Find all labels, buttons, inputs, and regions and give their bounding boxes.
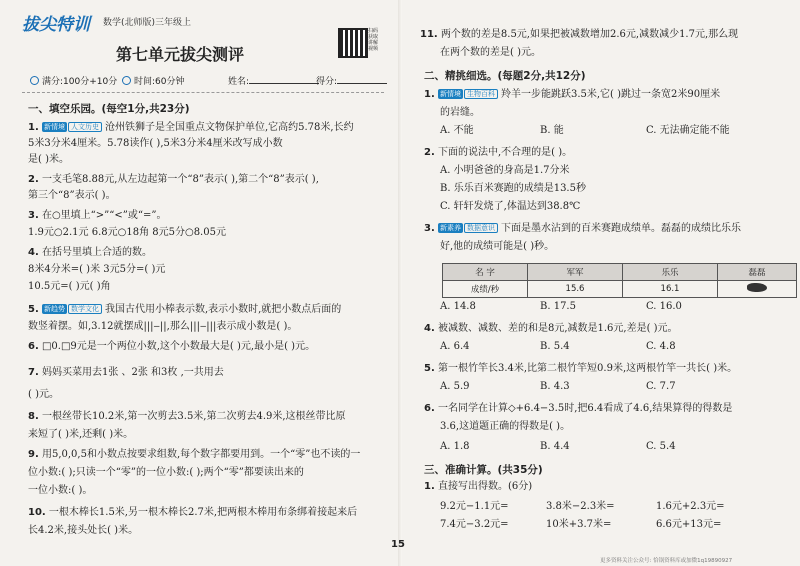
question-11: 11. 两个数的差是8.5元,如果把被减数增加2.6元,减数减少1.7元,那么现 bbox=[420, 29, 739, 40]
choice-1-option-a[interactable]: A. 不能 bbox=[440, 125, 474, 136]
choice-1: 1. 新情境 生物百科 羚羊一步能跳跃3.5米,它( )跳过一条宽2米90厘米 bbox=[424, 89, 721, 100]
question-11-line-2: 在两个数的差是( )元。 bbox=[440, 47, 541, 58]
calc-item: 10米+3.7米= bbox=[546, 519, 612, 530]
choice-2-option-c[interactable]: C. 轩轩发烧了,体温达到38.8℃ bbox=[440, 201, 581, 212]
calc-item: 7.4元−3.2元= bbox=[440, 519, 509, 530]
section-calculation: 三、准确计算。(共35分) bbox=[424, 464, 543, 476]
table-header: 磊磊 bbox=[718, 264, 797, 281]
choice-2-option-b[interactable]: B. 乐乐百米赛跑的成绩是13.5秒 bbox=[440, 183, 586, 194]
question-3-items: 1.9元○2.1元 6.8元○18角 8元5分○8.05元 bbox=[28, 227, 226, 238]
choice-2-option-a[interactable]: A. 小明爸爸的身高是1.7分米 bbox=[440, 165, 570, 176]
choice-1-option-c[interactable]: C. 无法确定能不能 bbox=[646, 125, 730, 136]
choice-6-option-b[interactable]: B. 4.4 bbox=[540, 441, 570, 452]
choice-4: 4. 被减数、减数、差的和是8元,减数是1.6元,差是( )元。 bbox=[424, 323, 678, 334]
question-6: 6. □0.□9元是一个两位小数,这个小数最大是( )元,最小是( )元。 bbox=[28, 341, 316, 352]
footer-note: 更多资料关注公众号: 恰锅资料库或加微1q19890927 bbox=[600, 558, 733, 564]
choice-3: 3. 新素养 数据意识 下面是墨水沾到的百米赛跑成绩单。磊磊的成绩比乐乐 bbox=[424, 223, 741, 234]
question-10-line-2: 长4.2米,接头处长( )米。 bbox=[28, 525, 139, 536]
table-header: 乐乐 bbox=[623, 264, 718, 281]
choice-3-option-b[interactable]: B. 17.5 bbox=[540, 301, 576, 312]
question-7-line-2: ( )元。 bbox=[28, 389, 59, 400]
brand-logo: 拔尖特训 bbox=[22, 15, 90, 35]
choice-2: 2. 下面的说法中,不合理的是( )。 bbox=[424, 147, 573, 158]
choice-1-line-2: 的岩缝。 bbox=[440, 107, 480, 118]
table-header: 名 字 bbox=[443, 264, 528, 281]
question-8-line-2: 来短了( )米,还剩( )米。 bbox=[28, 429, 134, 440]
qr-code-icon[interactable] bbox=[338, 28, 368, 58]
choice-3-option-c[interactable]: C. 16.0 bbox=[646, 301, 682, 312]
table-cell: 15.6 bbox=[528, 281, 623, 298]
question-4: 4. 在括号里填上合适的数。 bbox=[28, 247, 152, 258]
calc-item: 3.8米−2.3米= bbox=[546, 501, 615, 512]
choice-3-line-2: 好,他的成绩可能是( )秒。 bbox=[440, 241, 555, 252]
calc-item: 6.6元+13元= bbox=[656, 519, 722, 530]
choice-5: 5. 第一根竹竿长3.4米,比第二根竹竿短0.9米,这两根竹竿一共长( )米。 bbox=[424, 363, 738, 374]
calc-item: 9.2元−1.1元= bbox=[440, 501, 509, 512]
choice-1-option-b[interactable]: B. 能 bbox=[540, 125, 564, 136]
choice-5-option-b[interactable]: B. 4.3 bbox=[540, 381, 570, 392]
section-multiple-choice: 二、精挑细选。(每题2分,共12分) bbox=[424, 70, 586, 82]
bullet-icon bbox=[30, 76, 39, 85]
time-limit: 时间:60分钟 bbox=[122, 74, 185, 87]
page-number: 15 bbox=[391, 539, 405, 550]
question-5: 5. 新趋势 数学文化 我国古代用小棒表示数,表示小数时,就把小数点后面的 bbox=[28, 304, 342, 315]
question-4-line-2: 8米4分米=( )米 3元5分=( )元 bbox=[28, 264, 166, 275]
calc-item: 1.6元+2.3元= bbox=[656, 501, 725, 512]
section-fill-blanks: 一、填空乐园。(每空1分,共23分) bbox=[28, 103, 190, 115]
question-9: 9. 用5,0,0,5和小数点按要求组数,每个数字都要用到。一个“零”也不读的一 bbox=[28, 449, 361, 460]
question-3: 3. 在○里填上“>”“<”或“=”。 bbox=[28, 210, 167, 221]
choice-6-line-2: 3.6,这道题正确的得数是( )。 bbox=[440, 421, 571, 432]
choice-6: 6. 一名同学在计算◇+6.4−3.5时,把6.4看成了4.6,结果算得的得数是 bbox=[424, 403, 733, 414]
question-7: 7. 妈妈买菜用去1张 、2张 和3枚 ,一共用去 bbox=[28, 367, 224, 378]
score-field[interactable]: 得分: bbox=[316, 74, 387, 87]
question-1-line-2: 5米3分米4厘米。5.78读作( ),5米3分米4厘米改写成小数 bbox=[28, 138, 283, 149]
choice-3-option-a[interactable]: A. 14.8 bbox=[440, 301, 476, 312]
question-2: 2. 一支毛笔8.88元,从左边起第一个“8”表示( ),第二个“8”表示( ), bbox=[28, 174, 319, 185]
qr-label: 扫码获取讲解视频 bbox=[368, 28, 379, 52]
table-cell: 16.1 bbox=[623, 281, 718, 298]
choice-6-option-a[interactable]: A. 1.8 bbox=[440, 441, 470, 452]
choice-5-option-c[interactable]: C. 7.7 bbox=[646, 381, 676, 392]
calc-1: 1. 直接写出得数。(6分) bbox=[424, 481, 533, 492]
table-cell: 成绩/秒 bbox=[443, 281, 528, 298]
question-4-line-3: 10.5元=( )元( )角 bbox=[28, 281, 111, 292]
question-9-line-3: 一位小数:( )。 bbox=[28, 485, 93, 496]
question-9-line-2: 位小数:( );只读一个“零”的一位小数:( );两个“零”都要读出来的 bbox=[28, 467, 304, 478]
table-header: 军军 bbox=[528, 264, 623, 281]
choice-4-option-a[interactable]: A. 6.4 bbox=[440, 341, 470, 352]
question-1: 1. 新情境 人文历史 沧州铁狮子是全国重点文物保护单位,它高约5.78米,长约 bbox=[28, 122, 354, 133]
choice-6-option-c[interactable]: C. 5.4 bbox=[646, 441, 676, 452]
question-10: 10. 一根木棒长1.5米,另一根木棒长2.7米,把两根木棒用布条绑着接起来后 bbox=[28, 507, 358, 518]
ink-blot-icon bbox=[718, 281, 797, 298]
choice-5-option-a[interactable]: A. 5.9 bbox=[440, 381, 470, 392]
divider bbox=[22, 92, 384, 93]
race-results-table bbox=[442, 263, 797, 298]
page-title: 第七单元拔尖测评 bbox=[115, 45, 244, 64]
name-field[interactable]: 姓名: bbox=[228, 74, 319, 87]
choice-4-option-b[interactable]: B. 5.4 bbox=[540, 341, 570, 352]
full-score: 满分:100分+10分 bbox=[30, 74, 117, 87]
question-8: 8. 一根丝带长10.2米,第一次剪去3.5米,第二次剪去4.9米,这根丝带比原 bbox=[28, 411, 346, 422]
question-5-line-2: 数竖着摆。如,3.12就摆成|||‒||,那么|||‒|||表示成小数是( )。 bbox=[28, 321, 298, 332]
question-2-line-2: 第三个“8”表示( )。 bbox=[28, 190, 116, 201]
choice-4-option-c[interactable]: C. 4.8 bbox=[646, 341, 676, 352]
book-subtitle: 数学(北师版)三年级上 bbox=[103, 18, 192, 28]
question-1-line-3: 是( )米。 bbox=[28, 154, 69, 165]
clock-icon bbox=[122, 76, 131, 85]
